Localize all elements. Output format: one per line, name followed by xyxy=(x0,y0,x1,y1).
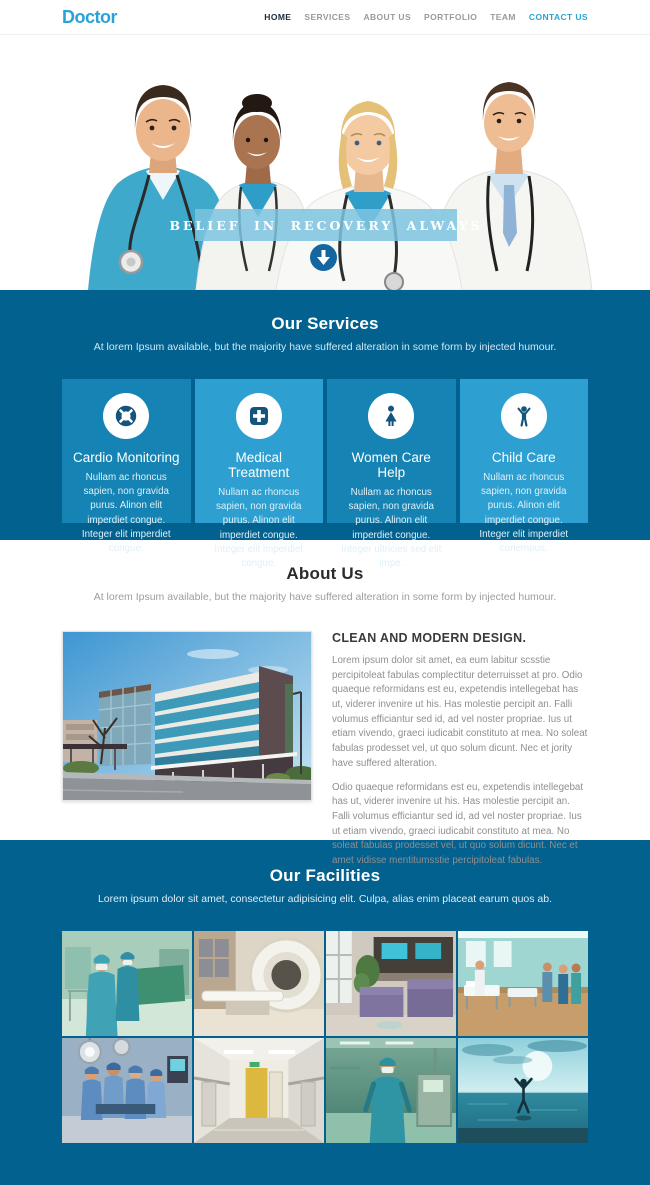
service-cards xyxy=(62,379,588,570)
medical-plus-icon xyxy=(236,393,282,439)
services-subtitle: At lorem Ipsum available, but the majority have suffered alteration in some form by injected humour. xyxy=(93,341,557,353)
child-icon xyxy=(501,393,547,439)
service-card-text: Nullam ac rhoncus sapien, non gravida purus. Alinon elit imperdiet congue. Integer ultricies sed elit impe. xyxy=(341,487,442,570)
woman-icon xyxy=(368,393,414,439)
nav-services[interactable]: SERVICES xyxy=(304,12,351,22)
about-title: About Us xyxy=(286,564,364,583)
site-header xyxy=(0,0,650,35)
facilities-title: Our Facilities xyxy=(269,866,381,885)
service-card-text: Nullam ac rhoncus sapien, non gravida purus. Alinon elit imperdiet congue. Integer elit imperdiet congue. xyxy=(214,487,304,570)
facility-photo-operating-room[interactable] xyxy=(62,931,192,1036)
facility-photo-surgical-corridor[interactable] xyxy=(326,1038,456,1143)
service-card-title: Child Care xyxy=(491,450,556,465)
facility-photo-surgery-team[interactable] xyxy=(62,1038,192,1143)
facility-photo-seaside-recovery[interactable] xyxy=(458,1038,588,1143)
main-nav xyxy=(264,12,588,22)
about-subtitle: At lorem Ipsum available, but the majority have suffered alteration in some form by injected humour. xyxy=(93,591,557,603)
facilities-gallery xyxy=(62,931,588,1143)
service-card-medical[interactable] xyxy=(195,379,324,570)
down-arrow-icon xyxy=(317,250,330,265)
scroll-down-button[interactable] xyxy=(310,244,337,271)
about-section xyxy=(0,540,650,866)
about-paragraph-2: Odio quaeque reformidans est eu, expetendis intellegebat has ut, viderer invenire ut his. Has molestie percipit an. Falli volumus efficiantur sed id, ad vel noster propriae. Ius ut etiam vivendo, graeci iudicabit constituto at mea. No soleat fabulas prodesset vel, ut quo solum dicunt. Nec et amet vidisse mentitumsstie percipitoleat fabulas. xyxy=(332,781,584,866)
service-card-text: Nullam ac rhoncus sapien, non gravida purus. Alinon elit imperdiet congue. Integer elit imperdiet congue. xyxy=(81,472,171,555)
hero-banner-text: BELIEF IN RECOVERY ALWAYS xyxy=(169,217,483,233)
services-section xyxy=(0,290,650,570)
nav-team[interactable]: TEAM xyxy=(490,12,516,22)
facility-photo-waiting-lounge[interactable] xyxy=(326,931,456,1036)
hospital-building-photo xyxy=(62,631,312,801)
nav-home[interactable]: HOME xyxy=(264,12,292,22)
lifebuoy-icon xyxy=(103,393,149,439)
about-heading: CLEAN AND MODERN DESIGN. xyxy=(332,631,527,645)
facility-photo-hospital-ward[interactable] xyxy=(458,931,588,1036)
service-card-title: Women Care Help xyxy=(351,450,431,480)
service-card-title: Cardio Monitoring xyxy=(72,450,180,465)
facilities-subtitle: Lorem ipsum dolor sit amet, consectetur adipisicing elit. Culpa, alias enim placeat earum quos ab. xyxy=(97,893,553,905)
facility-photo-hospital-corridor[interactable] xyxy=(194,1038,324,1143)
service-card-text: Nullam ac rhoncus sapien, non gravida purus. Alinon elit imperdiet congue. Integer elit imperdiet conempus. xyxy=(479,472,569,555)
service-card-women[interactable] xyxy=(327,379,456,570)
service-card-cardio[interactable] xyxy=(62,379,191,555)
logo[interactable]: Doctor xyxy=(62,6,117,27)
hero-banner xyxy=(169,209,483,241)
nav-about-us[interactable]: ABOUT US xyxy=(363,12,412,22)
nav-portfolio[interactable]: PORTFOLIO xyxy=(424,12,478,22)
services-title: Our Services xyxy=(271,314,379,333)
about-paragraph-1: Lorem ipsum dolor sit amet, ea eum labitur scsstie percipitoleat fabulas complectitur deterruisset at pro. Odio quaeque reformidans est eu, expetendis intellegebat has ut, viderer invenire ut his. Has molestie percipit an. Falli volumus efficiantur sed id, ad vel noster propriae. Ius ut etiam vivendo, graeci iudicabit constituto at mea. No soleat fabulas prodesset vel, ut quo solum dicunt. Nec et jority have suffered alteration. xyxy=(332,655,588,769)
service-card-child[interactable] xyxy=(460,379,589,555)
facilities-section xyxy=(0,840,650,1185)
facility-photo-mri-scanner[interactable] xyxy=(194,931,324,1036)
hero-slider xyxy=(0,35,650,290)
nav-contact-us[interactable]: CONTACT US xyxy=(528,12,588,22)
service-card-title: Medical Treatment xyxy=(228,450,290,480)
